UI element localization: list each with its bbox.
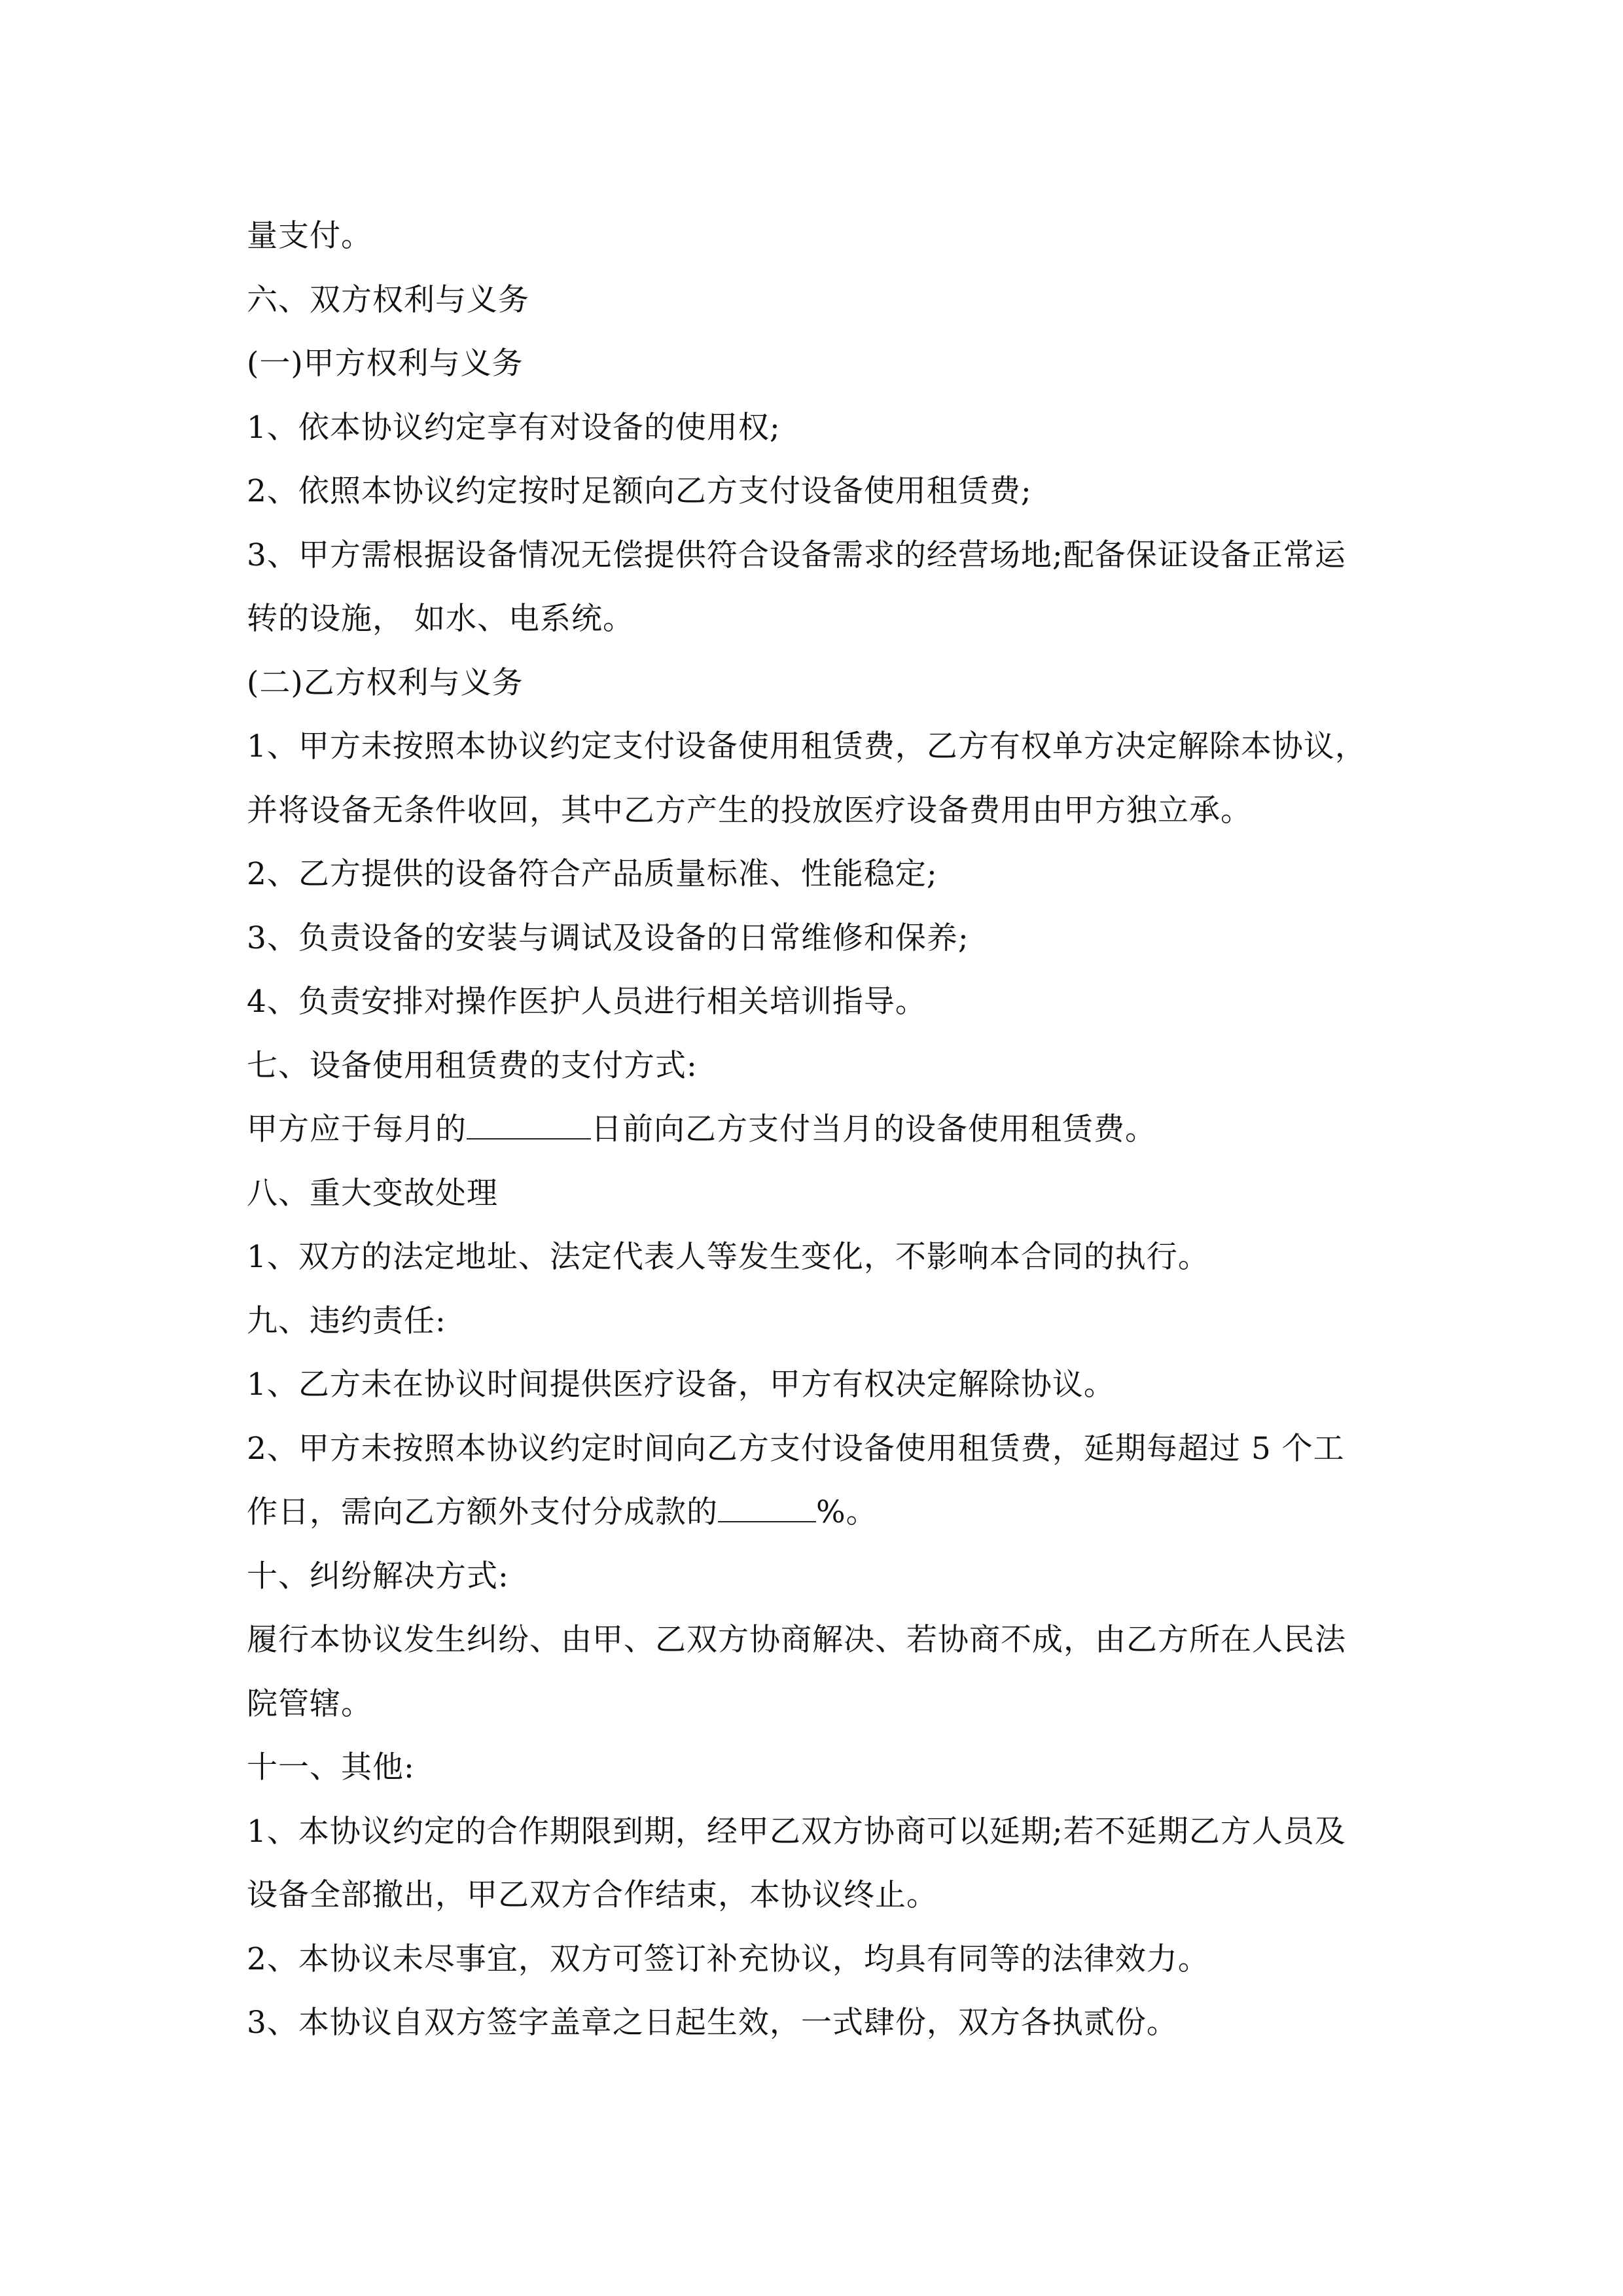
payment-day-line [247, 1098, 1412, 1162]
text-line: 3、本协议自双方签字盖章之日起生效，一式肆份，双方各执贰份。 [247, 2005, 1178, 2041]
text-line: 1、乙方未在协议时间提供医疗设备，甲方有权决定解除协议。 [247, 1367, 1115, 1403]
text-line: 4、负责安排对操作医护人员进行相关培训指导。 [247, 984, 927, 1020]
penalty-percent-line [247, 1480, 1412, 1545]
text-line: 履行本协议发生纠纷、由甲、乙双方协商解决、若协商不成，由乙方所在人民法 [247, 1622, 1346, 1658]
section-heading-6: 六、双方权利与义务 [247, 281, 529, 318]
text-line: 量支付。 [247, 218, 372, 254]
text-line: 2、乙方提供的设备符合产品质量标准、性能稳定; [247, 856, 938, 892]
text-line: 1、依本协议约定享有对设备的使用权; [247, 409, 781, 446]
text-line: 2、依照本协议约定按时足额向乙方支付设备使用租赁费; [247, 473, 1032, 509]
text-line: 2、本协议未尽事宜，双方可签订补充协议，均具有同等的法律效力。 [247, 1941, 1209, 1977]
text-line: 1、甲方未按照本协议约定支付设备使用租赁费，乙方有权单方决定解除本协议， [247, 728, 1366, 764]
section-heading-11: 十一、其他: [247, 1749, 415, 1785]
text-line: 院管辖。 [247, 1685, 372, 1722]
section-heading-7: 七、设备使用租赁费的支付方式: [247, 1047, 698, 1084]
text-line: 并将设备无条件收回，其中乙方产生的投放医疗设备费用由甲方独立承。 [247, 792, 1252, 829]
subsection-heading-party-a: (一)甲方权利与义务 [247, 346, 524, 382]
payment-line-before: 甲方应于每月的 [247, 1111, 467, 1147]
text-line: 2、甲方未按照本协议约定时间向乙方支付设备使用租赁费，延期每超过 5 个工 [247, 1430, 1345, 1467]
payment-day-blank [467, 1100, 591, 1139]
text-line: 1、双方的法定地址、法定代表人等发生变化，不影响本合同的执行。 [247, 1239, 1209, 1275]
section-heading-9: 九、违约责任: [247, 1302, 446, 1339]
payment-line-after: 日前向乙方支付当月的设备使用租赁费。 [591, 1111, 1156, 1147]
penalty-line-after: %。 [816, 1494, 878, 1530]
section-heading-8: 八、重大变故处理 [247, 1175, 498, 1211]
penalty-line-before: 作日，需向乙方额外支付分成款的 [247, 1494, 718, 1530]
text-line: 设备全部撤出，甲乙双方合作结束，本协议终止。 [247, 1877, 938, 1913]
text-line: 3、负责设备的安装与调试及设备的日常维修和保养; [247, 920, 969, 956]
section-heading-10: 十、纠纷解决方式: [247, 1558, 509, 1594]
subsection-heading-party-b: (二)乙方权利与义务 [247, 664, 524, 701]
text-line: 3、甲方需根据设备情况无偿提供符合设备需求的经营场地;配备保证设备正常运 [247, 537, 1346, 573]
penalty-percent-blank [718, 1483, 816, 1522]
text-line: 1、本协议约定的合作期限到期，经甲乙双方协商可以延期;若不延期乙方人员及 [247, 1813, 1346, 1850]
document-body [247, 204, 1412, 2055]
text-line: 转的设施， 如水、电系统。 [247, 601, 634, 637]
